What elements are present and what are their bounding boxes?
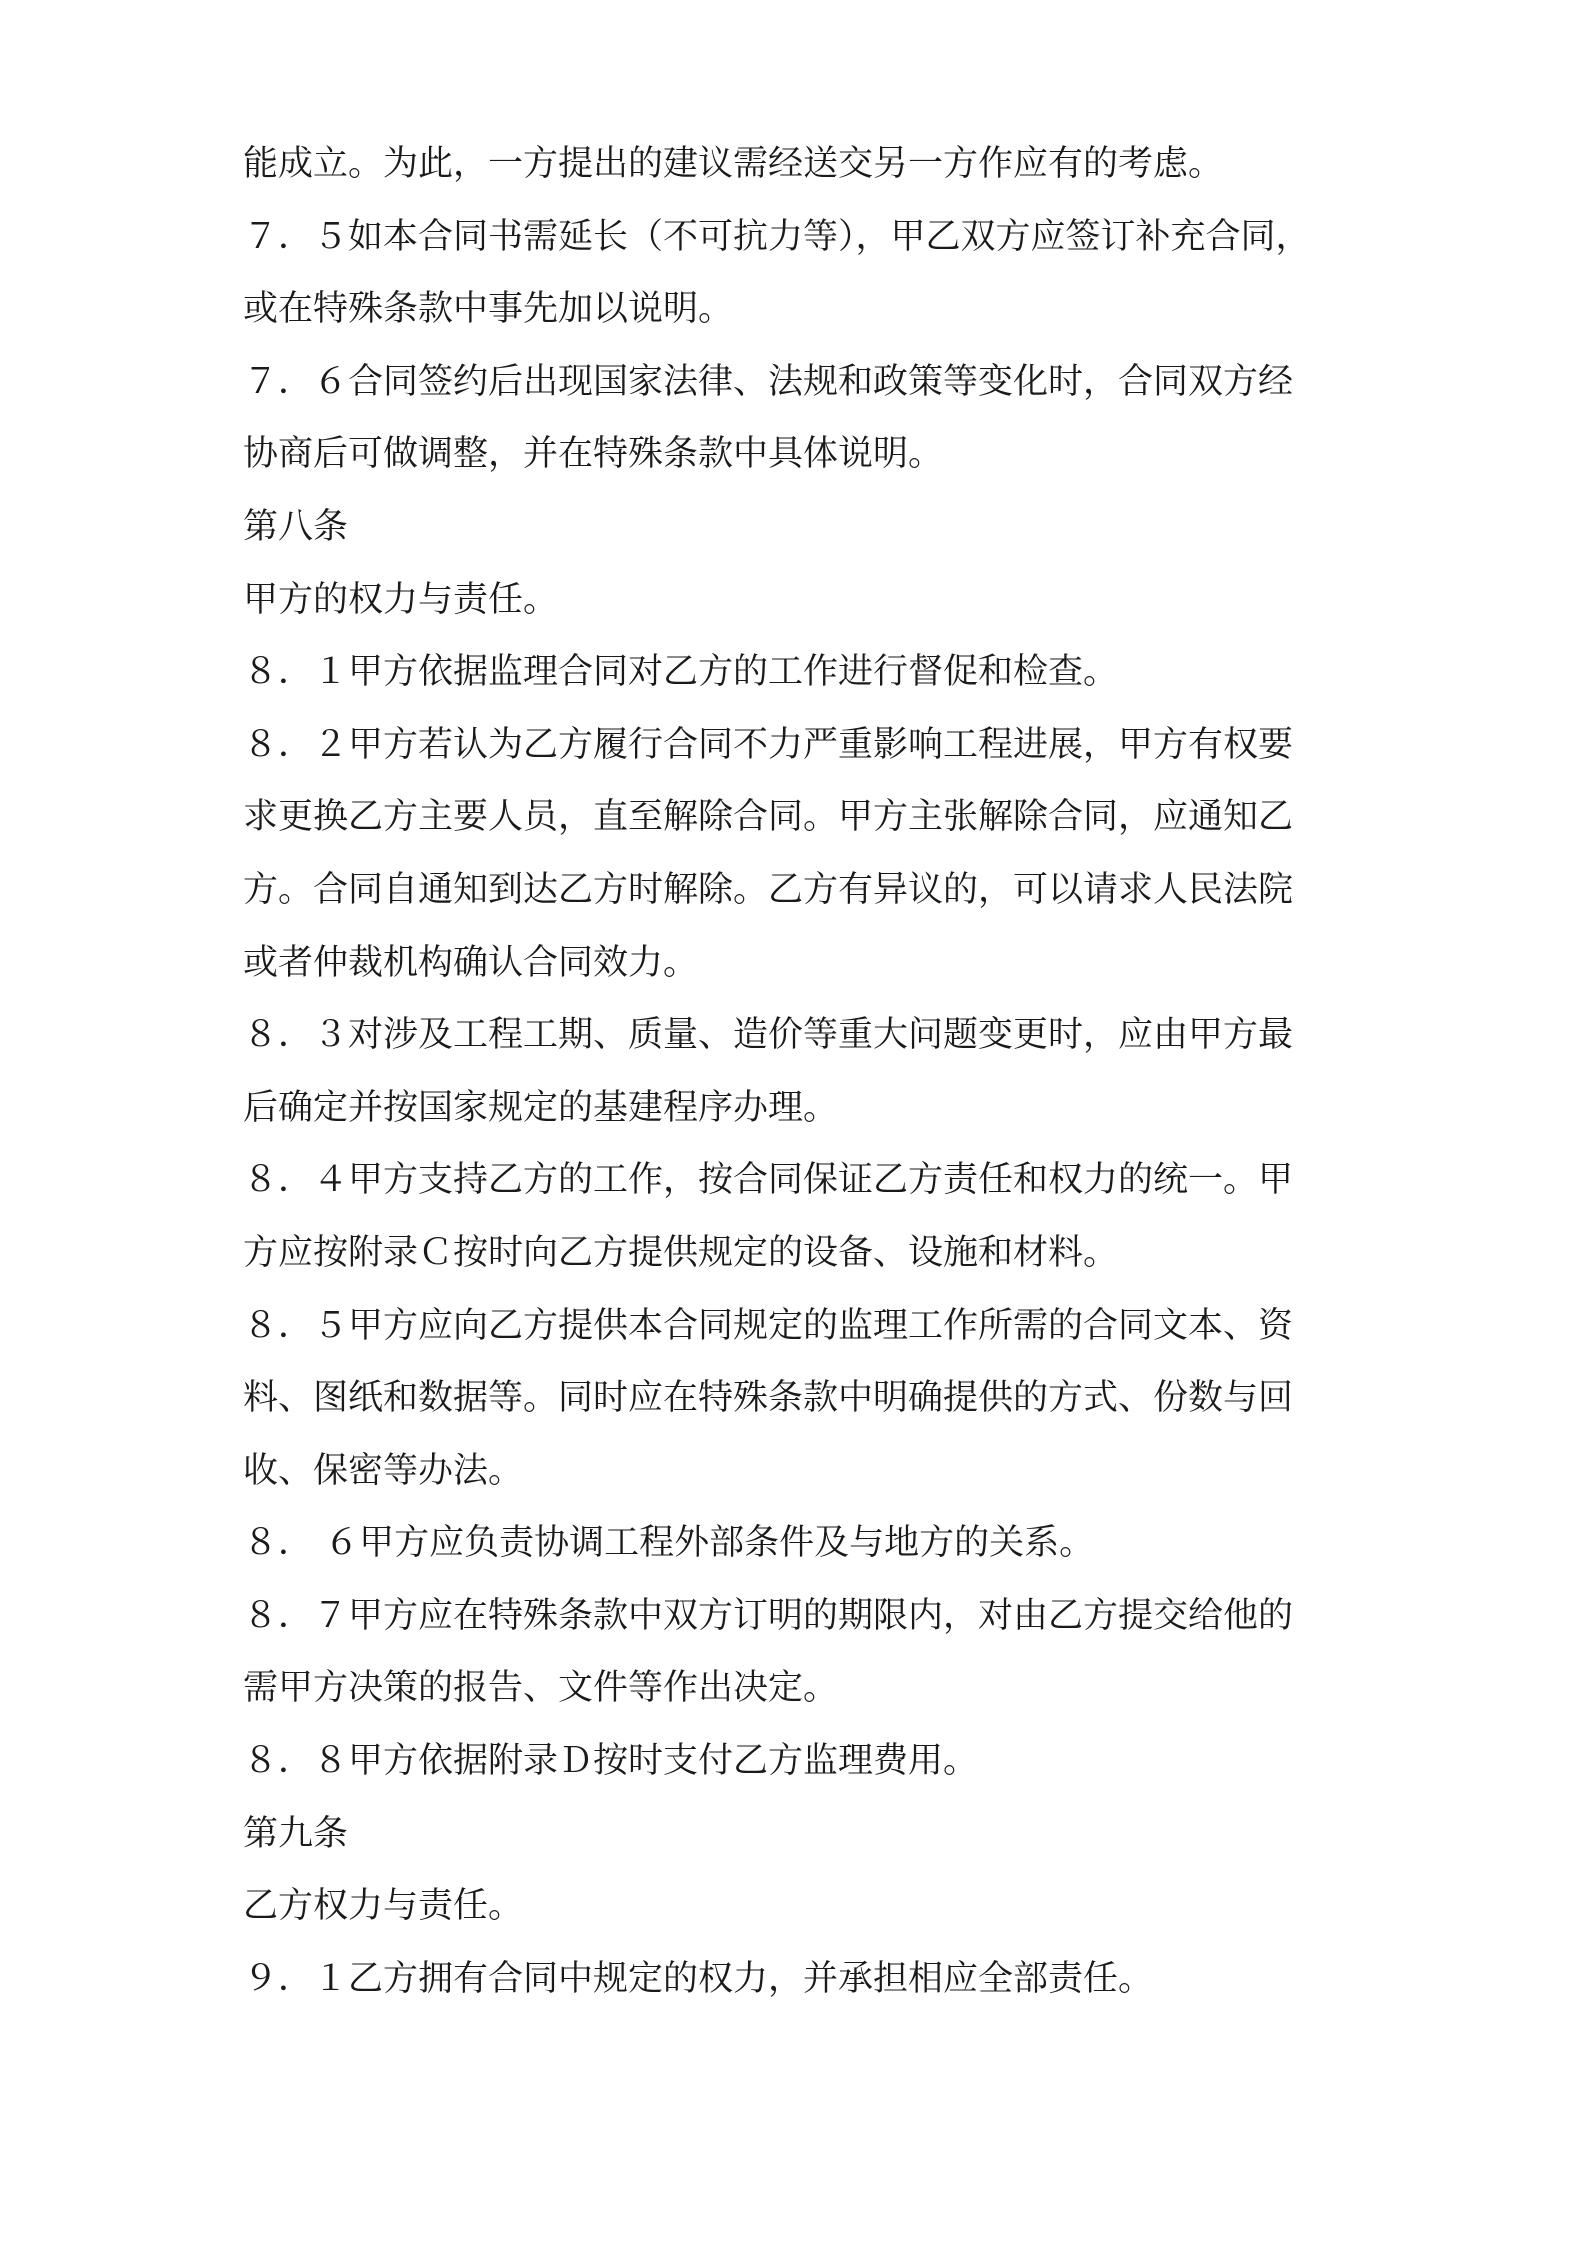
document-body xyxy=(243,128,1363,2015)
clause-8-5-line: ８．５甲方应向乙方提供本合同规定的监理工作所需的合同文本、资 xyxy=(243,1305,1294,1346)
article-9-title: 乙方权力与责任。 xyxy=(243,1886,524,1927)
text-line: 方。合同自通知到达乙方时解除。乙方有异议的，可以请求人民法院 xyxy=(243,869,1294,910)
clause-8-6-line: ８． ６甲方应负责协调工程外部条件及与地方的关系。 xyxy=(243,1523,1095,1564)
clause-7-5-line: ７．５如本合同书需延长（不可抗力等），甲乙双方应签订补充合同， xyxy=(243,216,1311,257)
text-line: 或者仲裁机构确认合同效力。 xyxy=(243,942,699,983)
text-line: 或在特殊条款中事先加以说明。 xyxy=(243,289,734,330)
text-line: 方应按附录Ｃ按时向乙方提供规定的设备、设施和材料。 xyxy=(243,1232,1119,1273)
text-line: 求更换乙方主要人员，直至解除合同。甲方主张解除合同，应通知乙 xyxy=(243,797,1294,838)
text-line: 能成立。为此，一方提出的建议需经送交另一方作应有的考虑。 xyxy=(243,144,1224,184)
text-line: 后确定并按国家规定的基建程序办理。 xyxy=(243,1087,839,1128)
clause-8-7-line: ８．７甲方应在特殊条款中双方订明的期限内，对由乙方提交给他的 xyxy=(243,1595,1294,1636)
article-8-heading: 第八条 xyxy=(243,506,349,547)
text-line: 协商后可做调整，并在特殊条款中具体说明。 xyxy=(243,434,944,475)
text-line: 收、保密等办法。 xyxy=(243,1450,524,1491)
clause-8-3-line: ８．３对涉及工程工期、质量、造价等重大问题变更时，应由甲方最 xyxy=(243,1015,1294,1056)
clause-8-4-line: ８．４甲方支持乙方的工作，按合同保证乙方责任和权力的统一。甲 xyxy=(243,1160,1294,1201)
clause-8-2-line: ８．２甲方若认为乙方履行合同不力严重影响工程进展，甲方有权要 xyxy=(243,724,1294,765)
clause-8-8-line: ８．８甲方依据附录Ｄ按时支付乙方监理费用。 xyxy=(243,1741,979,1782)
text-line: 需甲方决策的报告、文件等作出决定。 xyxy=(243,1668,839,1709)
clause-7-6-line: ７．６合同签约后出现国家法律、法规和政策等变化时，合同双方经 xyxy=(243,361,1294,402)
clause-8-1-line: ８．１甲方依据监理合同对乙方的工作进行督促和检查。 xyxy=(243,652,1119,693)
article-8-title: 甲方的权力与责任。 xyxy=(243,579,559,620)
clause-9-1-line: ９．１乙方拥有合同中规定的权力，并承担相应全部责任。 xyxy=(243,1958,1154,1999)
article-9-heading: 第九条 xyxy=(243,1813,349,1854)
text-line: 料、图纸和数据等。同时应在特殊条款中明确提供的方式、份数与回 xyxy=(243,1378,1294,1419)
